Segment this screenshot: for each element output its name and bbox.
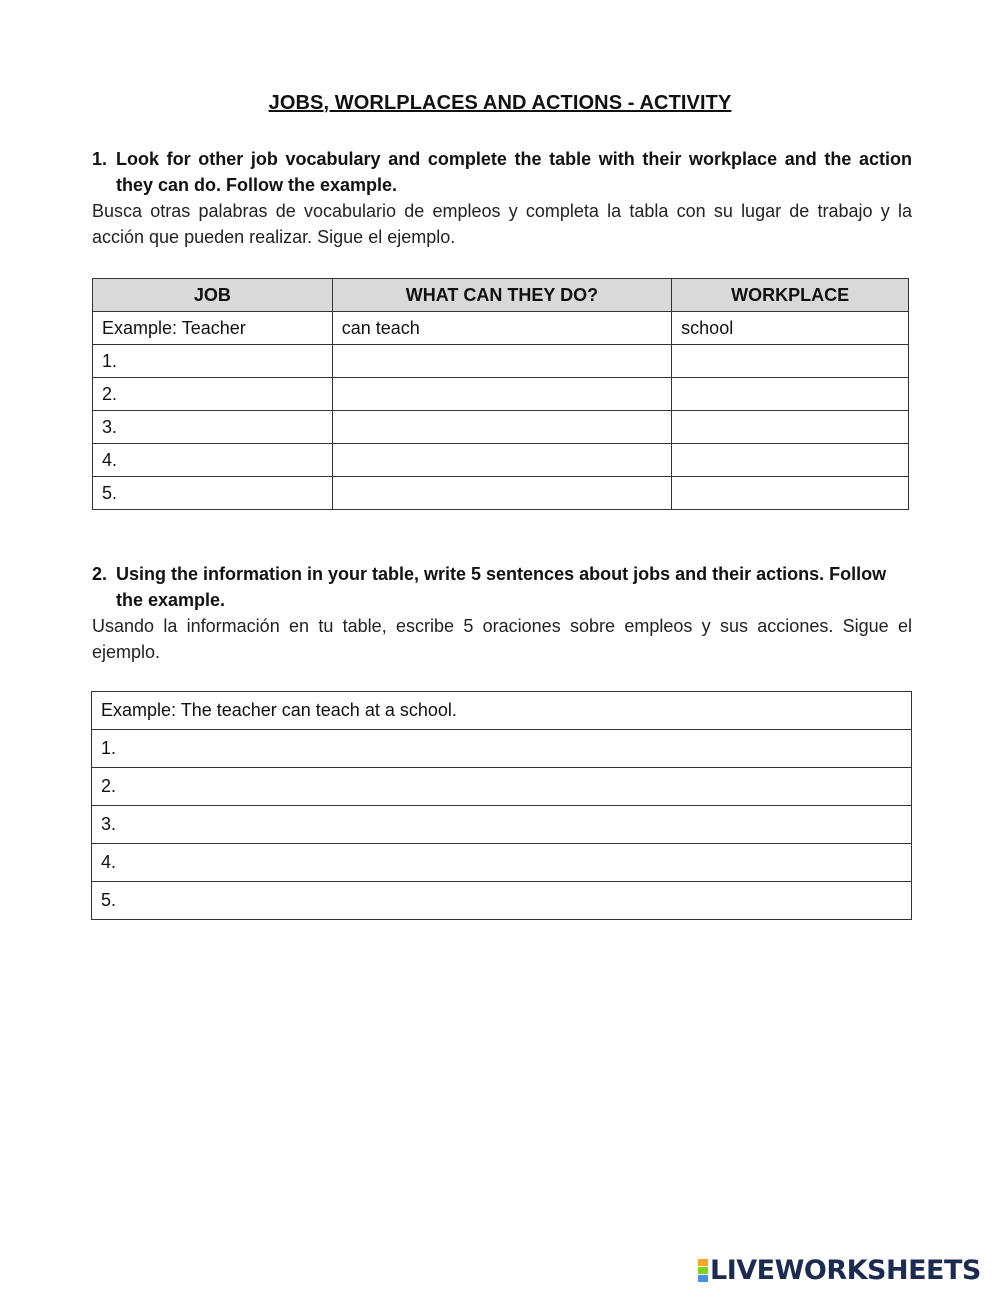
table-row xyxy=(93,411,909,444)
action-cell[interactable] xyxy=(332,411,671,444)
action-cell[interactable] xyxy=(332,378,671,411)
example-workplace: school xyxy=(672,312,909,345)
job-cell[interactable]: 4. xyxy=(93,444,333,477)
job-cell[interactable]: 5. xyxy=(93,477,333,510)
question-1-instruction-en: Look for other job vocabulary and complete the table with their workplace and the action they can do. Follow the example. xyxy=(116,149,912,195)
table-header-row xyxy=(93,279,909,312)
jobs-table xyxy=(92,278,909,510)
sentence-cell[interactable]: 2. xyxy=(92,768,912,806)
sentence-row-example xyxy=(92,692,912,730)
sentence-row xyxy=(92,806,912,844)
workplace-cell[interactable] xyxy=(672,345,909,378)
sentence-row xyxy=(92,844,912,882)
sentence-cell[interactable]: 4. xyxy=(92,844,912,882)
job-cell[interactable]: 3. xyxy=(93,411,333,444)
question-2-instruction-es: Usando la información en tu table, escribe 5 oraciones sobre empleos y sus acciones. Sigue el ejemplo. xyxy=(92,616,912,662)
logo-blocks-icon xyxy=(698,1259,708,1282)
example-sentence: Example: The teacher can teach at a school. xyxy=(92,692,912,730)
example-job: Example: Teacher xyxy=(93,312,333,345)
question-1-number: 1. xyxy=(92,149,108,169)
question-2-instruction-en: Using the information in your table, write 5 sentences about jobs and their actions. Follow the example. xyxy=(116,564,887,610)
table-row xyxy=(93,444,909,477)
logo-block xyxy=(698,1275,708,1282)
logo-text: LIVEWORKSHEETS xyxy=(710,1255,981,1286)
question-2-number: 2. xyxy=(92,564,108,584)
header-action: WHAT CAN THEY DO? xyxy=(332,279,671,312)
example-action: can teach xyxy=(332,312,671,345)
table-row xyxy=(93,345,909,378)
question-1 xyxy=(92,146,912,250)
table-row xyxy=(93,378,909,411)
sentence-cell[interactable]: 5. xyxy=(92,882,912,920)
workplace-cell[interactable] xyxy=(672,411,909,444)
workplace-cell[interactable] xyxy=(672,378,909,411)
table-row-example xyxy=(93,312,909,345)
sentences-table xyxy=(91,691,912,920)
page-title: JOBS, WORLPLACES AND ACTIONS - ACTIVITY xyxy=(268,92,732,114)
sentence-row xyxy=(92,730,912,768)
table-row xyxy=(93,477,909,510)
liveworksheets-logo xyxy=(698,1255,981,1286)
action-cell[interactable] xyxy=(332,477,671,510)
header-workplace: WORKPLACE xyxy=(672,279,909,312)
question-2 xyxy=(92,561,912,665)
sentence-row xyxy=(92,882,912,920)
action-cell[interactable] xyxy=(332,444,671,477)
question-1-instruction-es: Busca otras palabras de vocabulario de empleos y completa la tabla con su lugar de trabajo y la acción que pueden realizar. Sigue el ejemplo. xyxy=(92,201,912,247)
sentence-row xyxy=(92,768,912,806)
workplace-cell[interactable] xyxy=(672,477,909,510)
sentence-cell[interactable]: 3. xyxy=(92,806,912,844)
workplace-cell[interactable] xyxy=(672,444,909,477)
logo-block xyxy=(698,1267,708,1274)
sentence-cell[interactable]: 1. xyxy=(92,730,912,768)
action-cell[interactable] xyxy=(332,345,671,378)
header-job: JOB xyxy=(93,279,333,312)
job-cell[interactable]: 1. xyxy=(93,345,333,378)
job-cell[interactable]: 2. xyxy=(93,378,333,411)
logo-block xyxy=(698,1259,708,1266)
